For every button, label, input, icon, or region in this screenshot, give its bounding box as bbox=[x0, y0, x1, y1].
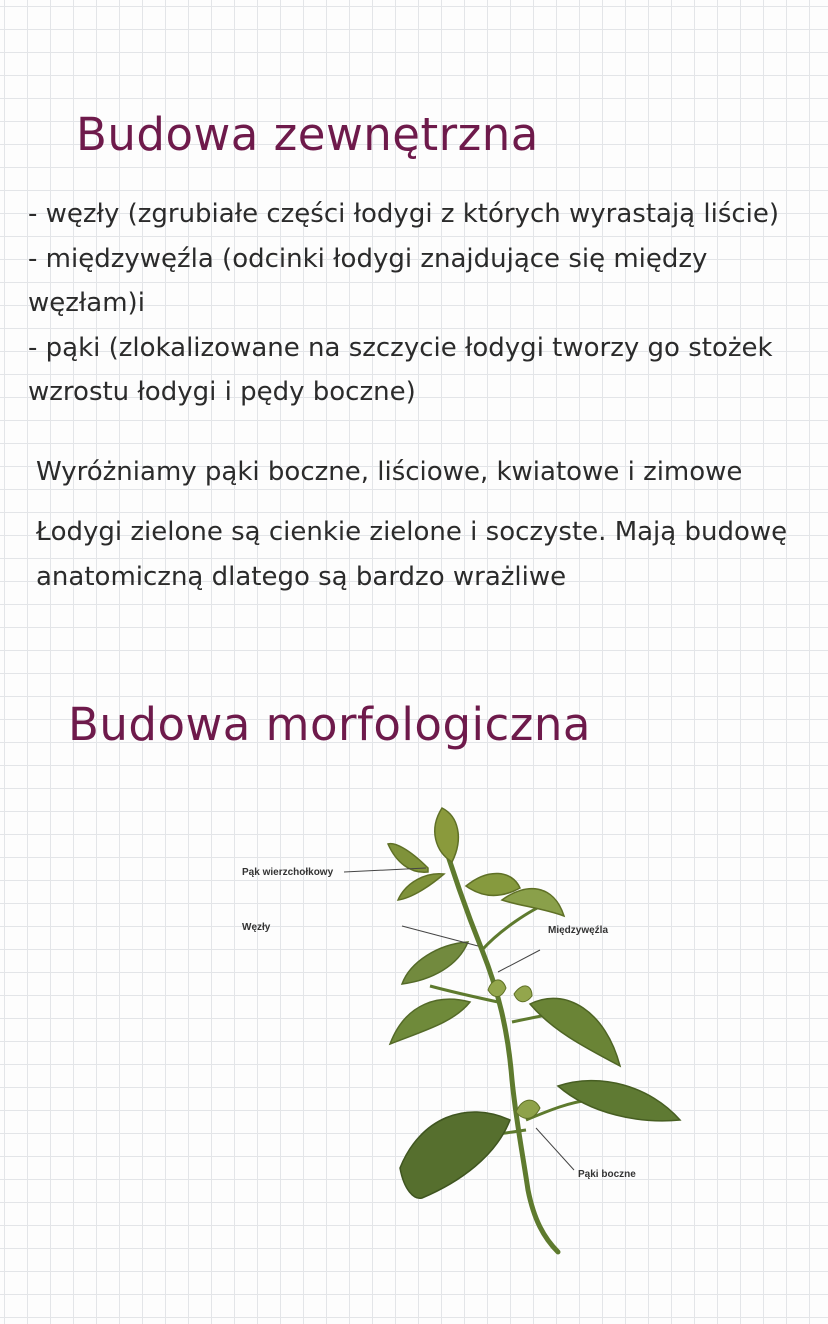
leaf bbox=[466, 873, 520, 895]
paragraph-line: Łodygi zielone są cienkie zielone i soczyste. Mają budowę bbox=[36, 517, 788, 547]
leaf bbox=[398, 874, 444, 900]
section-title-external: Budowa zewnętrzna bbox=[76, 108, 539, 161]
section-title-morphology: Budowa morfologiczna bbox=[68, 698, 591, 751]
list-item: - węzły (zgrubiałe części łodygi z których wyrastają liście) bbox=[28, 199, 780, 229]
leaf bbox=[402, 942, 468, 984]
leader-line-internodes bbox=[498, 950, 540, 972]
plant-illustration bbox=[230, 790, 690, 1270]
leader-line-nodes bbox=[402, 926, 478, 946]
leaf bbox=[530, 998, 620, 1066]
leaf bbox=[435, 808, 459, 862]
label-internodes: Międzywęźla bbox=[548, 925, 609, 936]
label-apical-bud: Pąk wierzchołkowy bbox=[242, 867, 334, 878]
list-item: - międzywęźla (odcinki łodygi znajdujące się między bbox=[28, 243, 708, 274]
leaf bbox=[514, 986, 532, 1002]
paragraph-green-stems bbox=[36, 510, 787, 599]
leaf bbox=[400, 1112, 510, 1198]
leaf bbox=[390, 999, 470, 1044]
plant-figure bbox=[230, 790, 690, 1270]
label-nodes: Węzły bbox=[242, 922, 271, 933]
feature-list bbox=[28, 192, 818, 415]
leaf bbox=[488, 980, 506, 997]
paragraph-line: anatomiczną dlatego są bardzo wrażliwe bbox=[36, 561, 567, 592]
list-item: - pąki (zlokalizowane na szczycie łodygi tworzy go stożek bbox=[28, 332, 773, 363]
leader-line-lateral-buds bbox=[536, 1128, 574, 1170]
paragraph-bud-types: Wyróżniamy pąki boczne, liściowe, kwiatowe i zimowe bbox=[36, 457, 743, 487]
list-item: wzrostu łodygi i pędy boczne) bbox=[28, 377, 416, 407]
label-lateral-buds: Pąki boczne bbox=[578, 1169, 636, 1180]
list-item: węzłam)i bbox=[28, 288, 145, 318]
